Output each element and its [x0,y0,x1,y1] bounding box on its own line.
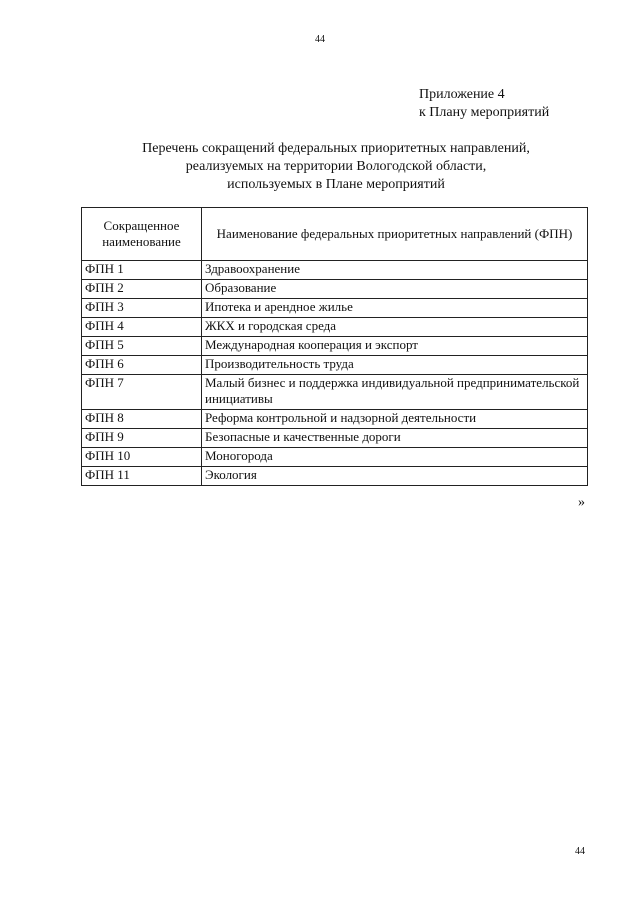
row-name: Международная кооперация и экспорт [202,337,588,356]
closing-quote: » [578,495,585,510]
table-row [82,280,588,299]
title-line-1: Перечень сокращений федеральных приоритетных направлений, [142,141,530,156]
table-row [82,429,588,448]
row-name: Ипотека и арендное жилье [202,299,588,318]
row-name: Реформа контрольной и надзорной деятельности [202,410,588,429]
table-row [82,375,588,410]
header-full-name: Наименование федеральных приоритетных направлений (ФПН) [202,208,588,261]
title-line-2: реализуемых на территории Вологодской области, [185,159,487,174]
row-code: ФПН 10 [82,448,202,467]
row-name: Безопасные и качественные дороги [202,429,588,448]
page-number-top: 44 [315,34,325,45]
table-row [82,337,588,356]
row-code: ФПН 3 [82,299,202,318]
table-row [82,467,588,486]
table-row [82,299,588,318]
row-code: ФПН 4 [82,318,202,337]
appendix-reference [419,86,549,122]
row-name: Экология [202,467,588,486]
row-name: Образование [202,280,588,299]
row-code: ФПН 1 [82,261,202,280]
row-code: ФПН 9 [82,429,202,448]
abbreviations-table [81,207,588,486]
header-short-name: Сокращенное наименование [82,208,202,261]
row-code: ФПН 8 [82,410,202,429]
row-code: ФПН 6 [82,356,202,375]
title-line-3: используемых в Плане мероприятий [227,177,445,192]
row-name: Здравоохранение [202,261,588,280]
page-number-bottom: 44 [575,846,585,857]
appendix-number: Приложение 4 [419,87,505,102]
table-header-row [82,208,588,261]
row-name: Производительность труда [202,356,588,375]
row-name: ЖКХ и городская среда [202,318,588,337]
row-code: ФПН 7 [82,375,202,410]
appendix-plan-reference: к Плану мероприятий [419,105,550,120]
table-row [82,410,588,429]
row-code: ФПН 11 [82,467,202,486]
row-name: Малый бизнес и поддержка индивидуальной предпринимательской инициативы [202,375,588,410]
table-row [82,261,588,280]
table-row [82,448,588,467]
row-code: ФПН 5 [82,337,202,356]
document-title [40,140,632,194]
row-name: Моногорода [202,448,588,467]
row-code: ФПН 2 [82,280,202,299]
table-row [82,356,588,375]
table-row [82,318,588,337]
